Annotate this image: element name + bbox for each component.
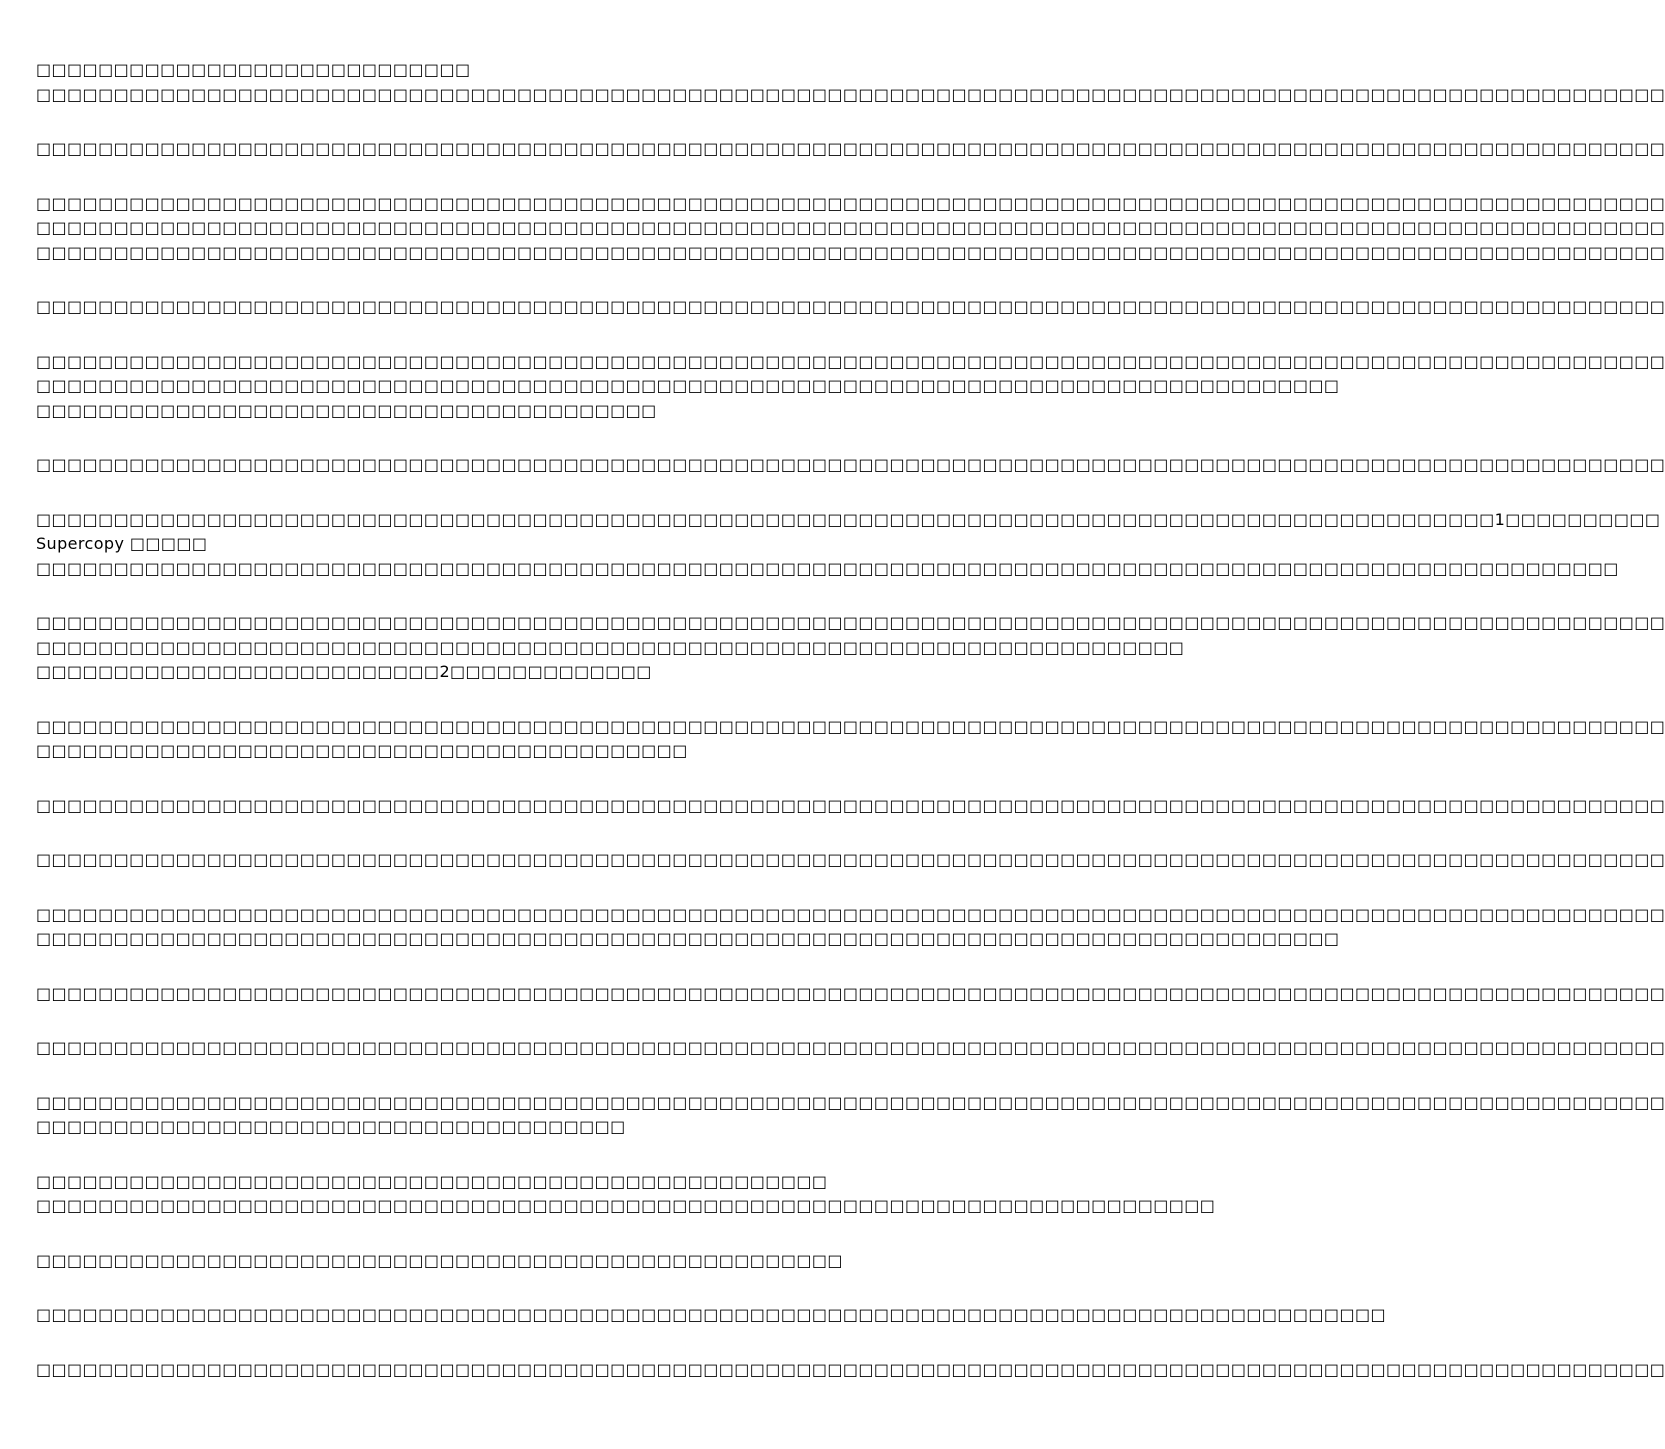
text-line: Supercopy □□□□□ — [36, 534, 208, 553]
paragraph — [36, 1036, 1665, 1061]
text-line: □□□□□□□□□□□□□□□□□□□□□□□□□□□□□□□□□□□□□□□□□□□□□□□□□□□□□□□□□□□□□□□□□□□□□□□□□□ — [36, 637, 1185, 657]
paragraph — [36, 295, 1665, 320]
paragraph — [36, 58, 1665, 107]
text-line: □□□□□□□□□□□□□□□□□□□□□□□□□□2□□□□□□□□□□□□□ — [36, 662, 652, 681]
paragraph — [36, 137, 1665, 162]
paragraph — [36, 903, 1665, 952]
text-line: □□□□□□□□□□□□□□□□□□□□□□□□□□□□□□□□□□□□□□□□□□ — [36, 741, 688, 760]
text-line: □□□□□□□□□□□□□□□□□□□□□□□□□□□□□□□□□□□□□□□□□□□□□□□□□□□□□□□□□□□□□□□□□□□□□□□□□□□□□□□□□□□□□□□□□□□□□□1□□□□□□□□□□ — [36, 509, 1661, 529]
text-line: □□□□□□□□□□□□□□□□□□□□□□□□□□□□□□□□□□□□□□□□□□□□□□□□□□□□□□□□□□□□□□□□□□□□□□□□□□□□□□□□□□□□□□□□□□□□□□□□□□□□□□□□□ — [36, 455, 1665, 474]
text-line: □□□□□□□□□□□□□□□□□□□□□□□□□□□□□□□□□□□□□□□□□□□□□□□□□□□□□□□□□□□□□□□□□□□□□□□□□□□□□□□□□□□□□□□□□□□□□□□□□□□□□□□□□ — [36, 351, 1665, 371]
text-line: □□□□□□□□□□□□□□□□□□□□□□□□□□□□□□□□□□□□□□□□□□□□□□□□□□□□□□□□□□□□□□□□□□□□□□□□□□□□□□□□□□□□□□□□□□□□□□□□□□□□□□□□□ — [36, 983, 1665, 1003]
paragraph — [36, 982, 1665, 1007]
text-line: □□□□□□□□□□□□□□□□□□□□□□□□□□□□□□□□□□□□□□□□□□□□□□□□□□□□□□□□□□□□□□□□□□□□□□□□□□□□□□□□□□□□□□□□□□□□□□□□□□□□□□□□□ — [36, 84, 1665, 104]
text-line: □□□□□□□□□□□□□□□□□□□□□□□□□□□□□□□□□□□□□□□□□□□□□□□□□□□□□□□□□□□□□□□□□□□□□□□□□□□□□□□□□□□□□□□□□□□□□□□□□□□□□□□□□ — [36, 1038, 1665, 1057]
text-line: □□□□□□□□□□□□□□□□□□□□□□□□□□□□□□□□□□□□□□□□□□□□□□□□□□□□□□□□□□□□□□□□□□□□□□□□□□□□□□□□□□□□ — [36, 929, 1340, 948]
text-line: □□□□□□□□□□□□□□□□□□□□□□□□□□□□□□□□□□□□□□□□□□□□□□□□□□□□□□□□□□□□□□□□□□□□□□□□□□□□□□□□□□□□□□□□□□□□□□□□□□□□□□□□□ — [36, 904, 1665, 924]
paragraph — [36, 1358, 1665, 1383]
paragraph — [36, 1170, 1216, 1219]
text-line: □□□□□□□□□□□□□□□□□□□□□□□□□□□□□□□□□□□□□□□□□□□□□□□□□□□□□□□□□□□□□□□□□□□□□□□□□□□□□□□□□□□□□□□□□□□□□□□□□□□□□□□□□ — [36, 193, 1665, 213]
paragraph — [36, 1303, 1386, 1328]
paragraph — [36, 453, 1665, 478]
text-line: □□□□□□□□□□□□□□□□□□□□□□□□□□□□□□□□□□□□□□□□□□□□□□□□□□□□□□□□□□□□□□□□□□□□□□□□□□□□□□□□□□□□□□□□□□□□□□□□□□□□□□□□□ — [36, 795, 1665, 815]
text-line: □□□□□□□□□□□□□□□□□□□□□□□□□□□□ — [36, 60, 471, 79]
paragraph — [36, 508, 1661, 582]
paragraph — [36, 192, 1665, 266]
text-line: □□□□□□□□□□□□□□□□□□□□□□□□□□□□□□□□□□□□□□□□□□□□□□□□□□□□□□□□□□□□□□□□□□□□□□□□□□□□□□□□□□□□□□□□□□□□□□□□□□□□□□□□□ — [36, 139, 1665, 158]
paragraph — [36, 715, 1665, 764]
text-line: □□□□□□□□□□□□□□□□□□□□□□□□□□□□□□□□□□□□□□□□□□□□□□□□□□□□□□□□□□□□□□□□□□□□□□□□□□□□□□□□□□□□□□□□□□□□□□□□□□□□□□□□□ — [36, 297, 1665, 316]
text-line: □□□□□□□□□□□□□□□□□□□□□□□□□□□□□□□□□□□□□□□□ — [36, 400, 657, 420]
paragraph — [36, 1249, 992, 1274]
text-line: □□□□□□□□□□□□□□□□□□□□□□□□□□□□□□□□□□□□□□□□□□□□□□□□□□□□□□□□□□□□□□□□□□□□□□□□□□□□□□□□□□□□□□□ — [36, 1305, 1386, 1324]
paragraph — [36, 794, 1665, 819]
text-line: □□□□□□□□□□□□□□□□□□□□□□□□□□□□□□□□□□□□□□□□□□□□□□□□□□□□□□□□□□□□□□□□□□□□□□□□□□□□□□□□□□□□ — [36, 376, 1340, 395]
text-line: □□□□□□□□□□□□□□□□□□□□□□□□□□□□□□□□□□□□□□□□□□□□□□□□□□□□ — [36, 1250, 843, 1270]
text-line: □□□□□□□□□□□□□□□□□□□□□□□□□□□□□□□□□□□□□□□□□□□□□□□□□□□□□□□□□□□□□□□□□□□□□□□□□□□□□□□□□□□□□□□□□□□□□□□□□□□□□□□□□ — [36, 1092, 1665, 1112]
document-body — [36, 58, 1665, 1382]
text-line: □□□□□□□□□□□□□□□□□□□□□□□□□□□□□□□□□□□□□□□□□□□□□□□□□□□□□□□□□□□□□□□□□□□□□□□□□□□□□□□□□□□□□□□□□□□□□□□□□□□□□□□□□ — [36, 716, 1665, 736]
paragraph — [36, 848, 1665, 873]
paragraph — [36, 611, 1665, 685]
text-line: □□□□□□□□□□□□□□□□□□□□□□□□□□□□□□□□□□□□□□□□□□□□□□□□□□□□□□□□□□□□□□□□□□□□□□□□□□□□□□□□□□□□□□□□□□□□□□□□□□□□□□□□□ — [36, 242, 1665, 262]
paragraph — [36, 350, 1665, 424]
text-line: □□□□□□□□□□□□□□□□□□□□□□□□□□□□□□□□□□□□□□□□□□□□□□□□□□□ — [36, 1171, 828, 1191]
text-line: □□□□□□□□□□□□□□□□□□□□□□□□□□□□□□□□□□□□□□ — [36, 1117, 626, 1136]
text-line: □□□□□□□□□□□□□□□□□□□□□□□□□□□□□□□□□□□□□□□□□□□□□□□□□□□□□□□□□□□□□□□□□□□□□□□□□□□□□□□□□□□□□□□□□□□□□□□□□□□□□□□□□ — [36, 218, 1665, 237]
text-line: □□□□□□□□□□□□□□□□□□□□□□□□□□□□□□□□□□□□□□□□□□□□□□□□□□□□□□□□□□□□□□□□□□□□□□□□□□□□□□□□□□□□□□□□□□□□□□□□□□□□□□□□□ — [36, 613, 1665, 632]
text-line: □□□□□□□□□□□□□□□□□□□□□□□□□□□□□□□□□□□□□□□□□□□□□□□□□□□□□□□□□□□□□□□□□□□□□□□□□□□□□□□□□□□□□□□□□□□□□□□□□□□□□□□□□ — [36, 850, 1665, 869]
text-line: □□□□□□□□□□□□□□□□□□□□□□□□□□□□□□□□□□□□□□□□□□□□□□□□□□□□□□□□□□□□□□□□□□□□□□□□□□□□□□□□□□□□□□□□□□□□□□□□□□□□□□□□□ — [36, 1359, 1665, 1379]
text-line: □□□□□□□□□□□□□□□□□□□□□□□□□□□□□□□□□□□□□□□□□□□□□□□□□□□□□□□□□□□□□□□□□□□□□□□□□□□□□□□□□□□□□□□□□□□□□□□□□□□□□□ — [36, 558, 1619, 578]
paragraph — [36, 1091, 1665, 1140]
text-line: □□□□□□□□□□□□□□□□□□□□□□□□□□□□□□□□□□□□□□□□□□□□□□□□□□□□□□□□□□□□□□□□□□□□□□□□□□□□ — [36, 1196, 1216, 1215]
